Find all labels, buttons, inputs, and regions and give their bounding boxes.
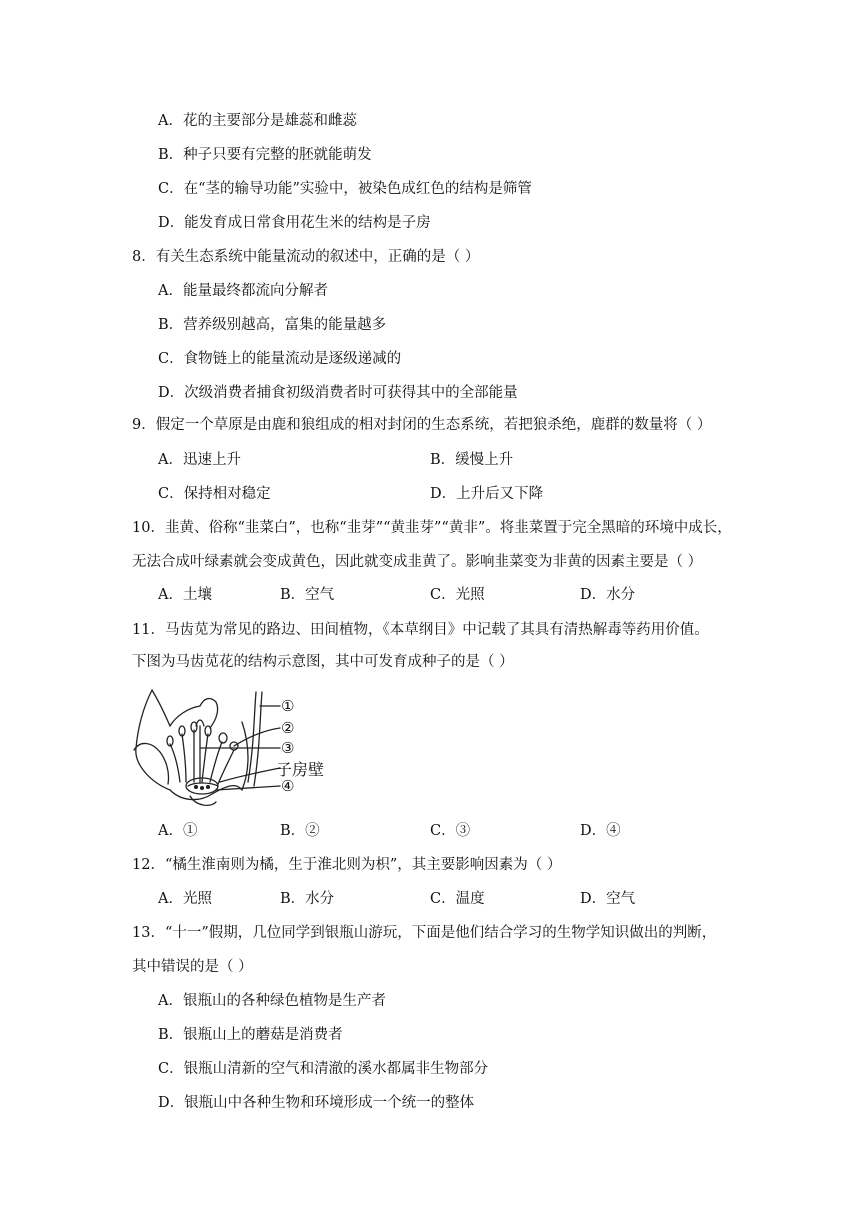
label-2: ② bbox=[281, 719, 295, 737]
label-1: ① bbox=[281, 697, 295, 715]
q12-option-b: B．水分 bbox=[280, 891, 335, 907]
q12-stem: 12．“橘生淮南则为橘，生于淮北则为枳”，其主要影响因素为（ ） bbox=[132, 857, 562, 873]
q8-option-a: A．能量最终都流向分解者 bbox=[158, 283, 328, 299]
q8-option-b: B．营养级别越高，富集的能量越多 bbox=[158, 317, 387, 333]
flower-structure-diagram bbox=[130, 686, 340, 811]
q9-option-c: C．保持相对稳定 bbox=[158, 486, 271, 502]
q11-option-b: B．② bbox=[280, 823, 320, 839]
q13-option-d: D．银瓶山中各种生物和环境形成一个统一的整体 bbox=[158, 1095, 475, 1111]
q13-option-a: A．银瓶山的各种绿色植物是生产者 bbox=[158, 993, 386, 1009]
q8-option-c: C．食物链上的能量流动是逐级递减的 bbox=[158, 351, 402, 367]
label-ovary-wall: 子房壁 bbox=[276, 760, 325, 779]
q11-option-a: A．① bbox=[158, 823, 198, 839]
q9-option-a: A．迅速上升 bbox=[158, 452, 241, 468]
q13-option-b: B．银瓶山上的蘑菇是消费者 bbox=[158, 1027, 343, 1043]
q10-option-b: B．空气 bbox=[280, 587, 335, 603]
q8-stem: 8．有关生态系统中能量流动的叙述中，正确的是（ ） bbox=[132, 249, 480, 265]
q10-stem-line1: 10．韭黄、俗称“韭菜白”，也称“韭芽”“黄韭芽”“黄非”。将韭菜置于完全黑暗的环境中成长， bbox=[132, 520, 732, 536]
q13-stem-line2: 其中错误的是（ ） bbox=[132, 959, 253, 975]
q13-stem-line1: 13．“十一”假期，几位同学到银瓶山游玩，下面是他们结合学习的生物学知识做出的判断， bbox=[132, 925, 717, 941]
q7-option-c: C．在“茎的输导功能”实验中，被染色成红色的结构是筛管 bbox=[158, 181, 532, 197]
q12-option-c: C．温度 bbox=[430, 891, 485, 907]
label-3: ③ bbox=[281, 739, 295, 757]
q9-option-b: B．缓慢上升 bbox=[430, 452, 514, 468]
q11-option-d: D．④ bbox=[580, 823, 621, 839]
q11-stem-line2: 下图为马齿苋花的结构示意图，其中可发育成种子的是（ ） bbox=[132, 654, 514, 670]
q11-option-c: C．③ bbox=[430, 823, 471, 839]
q11-stem-line1: 11．马齿苋为常见的路边、田间植物，《本草纲目》中记载了其具有清热解毒等药用价值。 bbox=[132, 622, 709, 638]
q7-option-a: A．花的主要部分是雄蕊和雌蕊 bbox=[158, 113, 357, 129]
q9-stem: 9．假定一个草原是由鹿和狼组成的相对封闭的生态系统，若把狼杀绝，鹿群的数量将（ ） bbox=[132, 417, 712, 433]
q8-option-d: D．次级消费者捕食初级消费者时可获得其中的全部能量 bbox=[158, 385, 518, 401]
q10-option-d: D．水分 bbox=[580, 587, 636, 603]
q10-option-a: A．土壤 bbox=[158, 587, 212, 603]
q9-option-d: D．上升后又下降 bbox=[430, 486, 544, 502]
q7-option-d: D．能发育成日常食用花生米的结构是子房 bbox=[158, 215, 431, 231]
label-4: ④ bbox=[281, 777, 295, 795]
q13-option-c: C．银瓶山清新的空气和清澈的溪水都属非生物部分 bbox=[158, 1061, 489, 1077]
q10-option-c: C．光照 bbox=[430, 587, 485, 603]
q12-option-a: A．光照 bbox=[158, 891, 212, 907]
q12-option-d: D．空气 bbox=[580, 891, 636, 907]
q10-stem-line2: 无法合成叶绿素就会变成黄色，因此就变成韭黄了。影响韭菜变为非黄的因素主要是（ ） bbox=[132, 554, 703, 570]
q7-option-b: B．种子只要有完整的胚就能萌发 bbox=[158, 147, 372, 163]
